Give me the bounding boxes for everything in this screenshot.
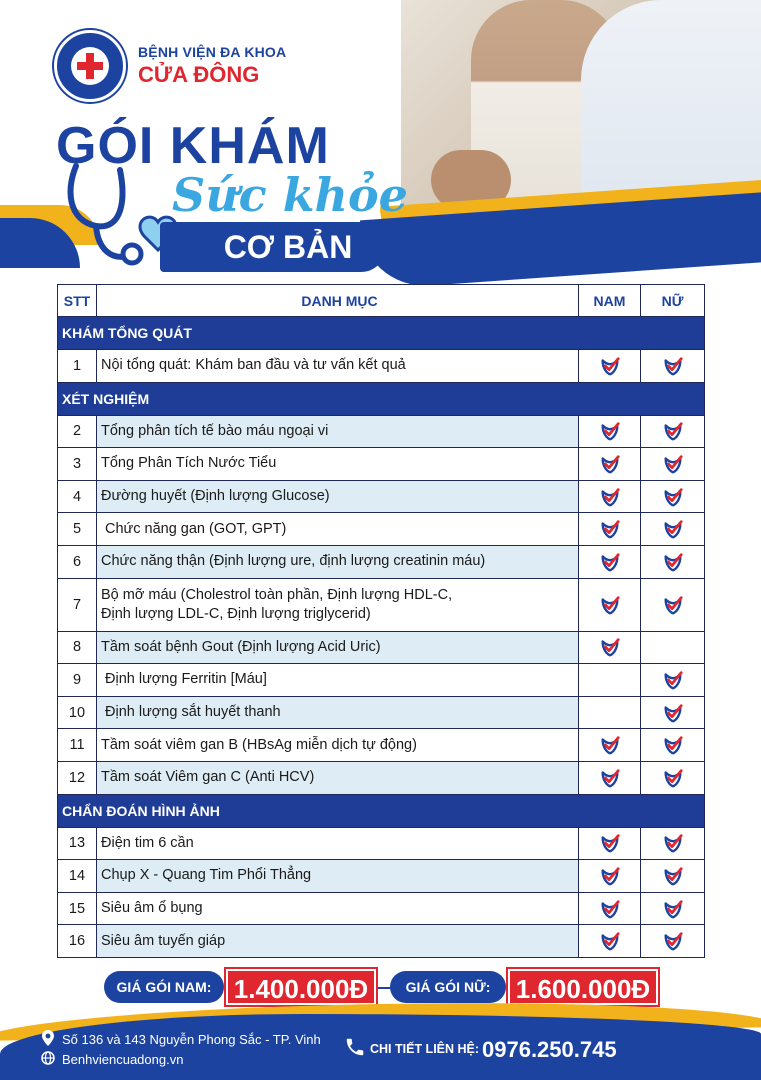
row-male-cell	[579, 729, 641, 762]
row-female-cell	[641, 761, 705, 794]
logo-cross-horizontal	[77, 62, 103, 70]
row-name-cell	[97, 631, 579, 664]
section-header-row	[58, 382, 705, 415]
row-name-cell	[97, 696, 579, 729]
exam-items-table	[57, 284, 705, 958]
row-name-cell	[97, 350, 579, 383]
row-male-cell	[579, 761, 641, 794]
row-stt: 14	[58, 860, 97, 893]
check-icon	[599, 865, 621, 887]
header-female: NỮ	[641, 285, 705, 317]
table-row	[58, 480, 705, 513]
row-female-cell	[641, 578, 705, 631]
female-price-value: 1.600.000Đ	[508, 969, 658, 1005]
row-female-cell	[641, 448, 705, 481]
row-female-cell	[641, 729, 705, 762]
check-icon	[662, 420, 684, 442]
row-stt: 2	[58, 415, 97, 448]
table-row	[58, 545, 705, 578]
row-name: Bộ mỡ máu (Cholestrol toàn phần, Định lượng HDL-C,	[101, 586, 453, 603]
row-male-cell	[579, 350, 641, 383]
check-icon	[599, 453, 621, 475]
row-stt: 1	[58, 350, 97, 383]
check-icon	[662, 486, 684, 508]
row-name-cell	[97, 892, 579, 925]
row-name-cell	[97, 729, 579, 762]
table-body	[58, 317, 705, 958]
contact-phone[interactable]: 0976.250.745	[482, 1037, 617, 1062]
section-title: XÉT NGHIỆM	[58, 382, 705, 415]
row-name-cell	[97, 415, 579, 448]
row-name: Định lượng Ferritin [Máu]	[105, 671, 267, 688]
table-row	[58, 578, 705, 631]
row-stt: 4	[58, 480, 97, 513]
phone-icon	[344, 1036, 366, 1058]
header-stt: STT	[58, 285, 97, 317]
table-row	[58, 925, 705, 958]
section-header-row	[58, 317, 705, 350]
row-name-cell	[97, 860, 579, 893]
row-stt: 6	[58, 545, 97, 578]
row-name: Siêu âm tuyến giáp	[101, 932, 226, 949]
check-icon	[662, 594, 684, 616]
row-name: Chụp X - Quang Tim Phổi Thẳng	[101, 867, 312, 884]
check-icon	[599, 767, 621, 789]
row-stt: 16	[58, 925, 97, 958]
row-female-cell	[641, 350, 705, 383]
row-stt: 13	[58, 827, 97, 860]
row-name: Tổng phân tích tế bào máu ngoại vi	[101, 422, 329, 439]
check-icon	[662, 767, 684, 789]
check-icon	[662, 551, 684, 573]
check-icon	[599, 420, 621, 442]
male-price-value: 1.400.000Đ	[226, 969, 376, 1005]
row-male-cell	[579, 631, 641, 664]
location-icon	[42, 1030, 54, 1046]
row-name: Định lượng sắt huyết thanh	[105, 704, 281, 721]
male-price-label: GIÁ GÓI NAM:	[104, 971, 224, 1003]
row-male-cell	[579, 448, 641, 481]
table-row	[58, 827, 705, 860]
check-icon	[662, 702, 684, 724]
check-icon	[599, 486, 621, 508]
row-female-cell	[641, 545, 705, 578]
table-row	[58, 448, 705, 481]
row-female-cell	[641, 827, 705, 860]
row-name-cell	[97, 664, 579, 697]
row-stt: 5	[58, 513, 97, 546]
row-female-cell	[641, 631, 705, 664]
check-icon	[599, 518, 621, 540]
check-icon	[662, 898, 684, 920]
row-female-cell	[641, 664, 705, 697]
header-name: DANH MỤC	[97, 285, 579, 317]
footer-website[interactable]: Benhviencuadong.vn	[62, 1052, 184, 1067]
row-stt: 8	[58, 631, 97, 664]
table-row	[58, 729, 705, 762]
header-male: NAM	[579, 285, 641, 317]
row-male-cell	[579, 415, 641, 448]
globe-icon	[41, 1051, 55, 1065]
check-icon	[662, 865, 684, 887]
row-male-cell	[579, 892, 641, 925]
check-icon	[662, 518, 684, 540]
row-name: Tầm soát viêm gan B (HBsAg miễn dịch tự động)	[101, 736, 417, 753]
row-name-continued: Định lượng LDL-C, Định lượng triglycerid)	[101, 605, 371, 622]
check-icon	[599, 594, 621, 616]
row-female-cell	[641, 860, 705, 893]
table-row	[58, 631, 705, 664]
section-title: CHẨN ĐOÁN HÌNH ẢNH	[58, 794, 705, 827]
table-row	[58, 696, 705, 729]
table-row	[58, 415, 705, 448]
check-icon	[662, 453, 684, 475]
row-male-cell	[579, 664, 641, 697]
row-male-cell	[579, 925, 641, 958]
row-stt: 15	[58, 892, 97, 925]
row-name-cell	[97, 545, 579, 578]
hospital-name-line1: BỆNH VIỆN ĐA KHOA	[138, 44, 287, 60]
badge-basic	[160, 222, 386, 272]
check-icon	[662, 355, 684, 377]
table-row	[58, 761, 705, 794]
check-icon	[662, 832, 684, 854]
row-stt: 9	[58, 664, 97, 697]
page-subtitle-script: Sức khỏe	[172, 168, 408, 222]
check-icon	[662, 930, 684, 952]
row-name-cell	[97, 480, 579, 513]
female-price-label: GIÁ GÓI NỮ:	[390, 971, 506, 1003]
row-male-cell	[579, 480, 641, 513]
check-icon	[599, 898, 621, 920]
badge-basic-label: CƠ BẢN	[223, 229, 353, 265]
check-icon	[599, 636, 621, 658]
row-female-cell	[641, 892, 705, 925]
row-stt: 7	[58, 578, 97, 631]
row-stt: 11	[58, 729, 97, 762]
table-row	[58, 860, 705, 893]
check-icon	[599, 930, 621, 952]
row-name: Nội tổng quát: Khám ban đầu và tư vấn kết quả	[101, 357, 406, 374]
row-female-cell	[641, 696, 705, 729]
check-icon	[662, 734, 684, 756]
table-row	[58, 513, 705, 546]
row-female-cell	[641, 415, 705, 448]
row-name: Chức năng thận (Định lượng ure, định lượng creatinin máu)	[101, 553, 486, 570]
hospital-logo-icon	[54, 30, 126, 102]
row-male-cell	[579, 513, 641, 546]
row-female-cell	[641, 513, 705, 546]
row-name-cell	[97, 578, 579, 631]
check-icon	[662, 669, 684, 691]
row-male-cell	[579, 860, 641, 893]
contact-label: CHI TIẾT LIÊN HỆ:	[370, 1042, 480, 1056]
row-stt: 12	[58, 761, 97, 794]
header	[0, 0, 761, 285]
row-name: Tổng Phân Tích Nước Tiểu	[101, 455, 277, 472]
row-stt: 3	[58, 448, 97, 481]
row-name: Chức năng gan (GOT, GPT)	[105, 520, 287, 537]
check-icon	[599, 355, 621, 377]
section-title: KHÁM TỔNG QUÁT	[58, 317, 705, 350]
row-female-cell	[641, 925, 705, 958]
row-female-cell	[641, 480, 705, 513]
row-male-cell	[579, 545, 641, 578]
row-name-cell	[97, 448, 579, 481]
check-icon	[599, 734, 621, 756]
check-icon	[599, 832, 621, 854]
row-name: Siêu âm ổ bụng	[101, 900, 203, 917]
row-male-cell	[579, 696, 641, 729]
row-name: Tầm soát Viêm gan C (Anti HCV)	[101, 769, 315, 786]
hospital-name-line2: CỬA ĐÔNG	[138, 62, 260, 87]
row-stt: 10	[58, 696, 97, 729]
section-header-row	[58, 794, 705, 827]
row-name: Tầm soát bệnh Gout (Định lượng Acid Uric)	[101, 638, 381, 655]
row-name-cell	[97, 761, 579, 794]
row-male-cell	[579, 578, 641, 631]
row-name: Điện tim 6 cần	[101, 834, 194, 851]
table-row	[58, 892, 705, 925]
check-icon	[599, 551, 621, 573]
row-name-cell	[97, 513, 579, 546]
row-name-cell	[97, 827, 579, 860]
row-male-cell	[579, 827, 641, 860]
row-name-cell	[97, 925, 579, 958]
table-header-row	[58, 285, 705, 317]
page-title: GÓI KHÁM	[56, 117, 330, 175]
table-row	[58, 350, 705, 383]
row-name: Đường huyết (Định lượng Glucose)	[101, 488, 330, 505]
table-row	[58, 664, 705, 697]
footer-address: Số 136 và 143 Nguyễn Phong Sắc - TP. Vinh	[62, 1032, 321, 1047]
